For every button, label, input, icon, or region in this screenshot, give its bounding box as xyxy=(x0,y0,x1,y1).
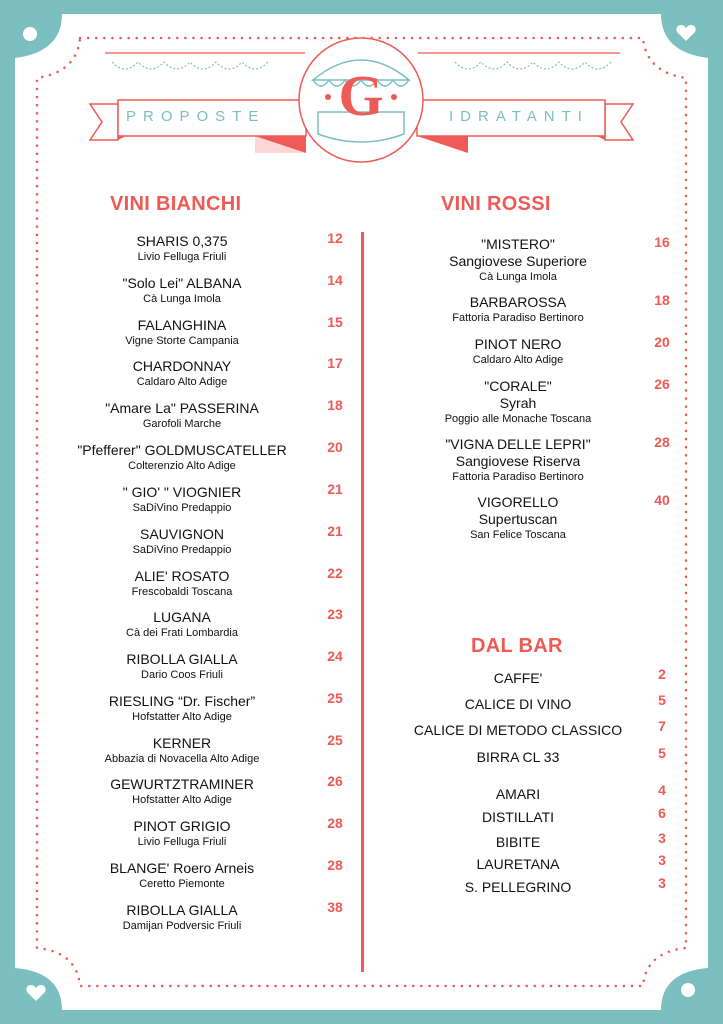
wine-name: "VIGNA DELLE LEPRI" xyxy=(445,436,591,452)
wine-price: 14 xyxy=(327,272,343,288)
white-wine-item xyxy=(60,818,304,849)
wine-origin: San Felice Toscana xyxy=(470,529,566,541)
wine-origin: Cà Lunga Imola xyxy=(143,293,221,305)
wine-name: SAUVIGNON xyxy=(139,526,224,542)
wine-origin: Poggio alle Monache Toscana xyxy=(444,413,592,425)
wine-price: 21 xyxy=(327,523,343,539)
bar-item-name: BIRRA CL 33 xyxy=(476,749,560,765)
white-wines-title: VINI BIANCHI xyxy=(110,193,242,215)
wine-name: ALIE' ROSATO xyxy=(134,568,230,584)
logo-letter: G xyxy=(338,63,384,128)
red-wine-item xyxy=(396,378,640,426)
wine-price: 17 xyxy=(327,355,343,371)
bar-item-price: 6 xyxy=(658,805,666,821)
wine-origin: SaDiVino Predappio xyxy=(132,544,232,556)
white-wine-item xyxy=(60,484,304,515)
wine-origin: Cà Lunga Imola xyxy=(479,271,557,283)
white-wine-item xyxy=(60,233,304,264)
wine-name: LUGANA xyxy=(153,609,211,625)
wine-origin: Caldaro Alto Adige xyxy=(136,376,228,388)
wine-origin: Fattoria Paradiso Bertinoro xyxy=(452,471,584,483)
white-wine-item xyxy=(60,609,304,640)
white-wine-item xyxy=(60,568,304,599)
wine-origin: Damijan Podversic Friuli xyxy=(122,920,242,932)
white-wine-item xyxy=(60,651,304,682)
bar-item-price: 5 xyxy=(658,745,666,761)
wine-name: "Amare La" PASSERINA xyxy=(105,400,259,416)
bar-item-price: 3 xyxy=(658,830,666,846)
wine-origin: Frescobaldi Toscana xyxy=(131,586,233,598)
wine-name: BARBAROSSA xyxy=(469,294,567,310)
banner-right-label: IDRATANTI xyxy=(449,108,589,125)
wine-origin: Hofstatter Alto Adige xyxy=(132,711,232,723)
wine-price: 25 xyxy=(327,732,343,748)
red-wines-title: VINI ROSSI xyxy=(441,193,551,215)
bar-item-name: S. PELLEGRINO xyxy=(464,879,572,895)
white-wine-item xyxy=(60,442,304,473)
wine-name: FALANGHINA xyxy=(137,317,227,333)
white-wine-item xyxy=(60,735,304,766)
column-divider xyxy=(361,232,364,972)
wine-price: 24 xyxy=(327,648,343,664)
red-wine-item xyxy=(396,236,640,284)
bar-item-price: 4 xyxy=(658,782,666,798)
bar-item-price: 5 xyxy=(658,692,666,708)
wine-name: "Solo Lei" ALBANA xyxy=(122,275,242,291)
wine-origin: Livio Felluga Friuli xyxy=(137,836,227,848)
wine-grape: Sangiovese Superiore xyxy=(449,253,587,269)
banner-left-label: PROPOSTE xyxy=(126,108,266,125)
wine-price: 38 xyxy=(327,899,343,915)
wine-grape: Sangiovese Riserva xyxy=(455,453,581,469)
bar-item-name: AMARI xyxy=(495,786,541,802)
bar-item-name: CALICE DI VINO xyxy=(464,696,572,712)
wine-origin: Vigne Storte Campania xyxy=(125,335,239,347)
wine-price: 28 xyxy=(327,857,343,873)
bar-item-name: DISTILLATI xyxy=(481,809,555,825)
wine-origin: Colterenzio Alto Adige xyxy=(128,460,236,472)
white-wine-item xyxy=(60,317,304,348)
wine-name: " GIO' " VIOGNIER xyxy=(122,484,242,500)
white-wine-item xyxy=(60,400,304,431)
wine-grape: Syrah xyxy=(499,395,537,411)
wine-price: 15 xyxy=(327,314,343,330)
wine-name: RIBOLLA GIALLA xyxy=(126,651,238,667)
wine-name: CHARDONNAY xyxy=(132,358,232,374)
wine-origin: Garofoli Marche xyxy=(142,418,222,430)
wine-price: 26 xyxy=(327,773,343,789)
wine-name: PINOT GRIGIO xyxy=(133,818,231,834)
wine-name: VIGORELLO xyxy=(477,494,559,510)
white-wine-item xyxy=(60,776,304,807)
wine-name: PINOT NERO xyxy=(474,336,562,352)
red-wine-item xyxy=(396,494,640,542)
bar-item-price: 3 xyxy=(658,852,666,868)
wine-name: GEWURTZTRAMINER xyxy=(110,776,254,792)
wine-price: 23 xyxy=(327,606,343,622)
white-wine-item xyxy=(60,860,304,891)
white-wine-item xyxy=(60,358,304,389)
wine-name: RIESLING “Dr. Fischer” xyxy=(108,693,256,709)
wine-name: "CORALE" xyxy=(484,378,552,394)
bar-item-name: CAFFE' xyxy=(493,670,543,686)
white-wine-item xyxy=(60,526,304,557)
bar-item-name: BIBITE xyxy=(495,834,541,850)
wine-price: 20 xyxy=(654,334,670,350)
wine-price: 26 xyxy=(654,376,670,392)
wine-name: BLANGE' Roero Arneis xyxy=(109,860,255,876)
wine-price: 25 xyxy=(327,690,343,706)
wine-origin: Cà dei Frati Lombardia xyxy=(126,627,238,639)
wine-price: 18 xyxy=(654,292,670,308)
wine-price: 20 xyxy=(327,439,343,455)
wine-price: 28 xyxy=(654,434,670,450)
bar-title: DAL BAR xyxy=(471,635,563,657)
wine-name: "Pfefferer" GOLDMUSCATELLER xyxy=(77,442,287,458)
wine-origin: Abbazia di Novacella Alto Adige xyxy=(104,753,260,765)
wine-price: 40 xyxy=(654,492,670,508)
red-wine-item xyxy=(396,336,640,367)
bar-item-name: CALICE DI METODO CLASSICO xyxy=(413,722,623,738)
wine-price: 22 xyxy=(327,565,343,581)
wine-origin: Caldaro Alto Adige xyxy=(472,354,564,366)
wine-price: 12 xyxy=(327,230,343,246)
wine-origin: Livio Felluga Friuli xyxy=(137,251,227,263)
bar-item-price: 7 xyxy=(658,718,666,734)
wine-price: 16 xyxy=(654,234,670,250)
wine-name: KERNER xyxy=(152,735,212,751)
white-wine-item xyxy=(60,902,304,933)
wine-name: SHARIS 0,375 xyxy=(136,233,228,249)
wine-origin: Hofstatter Alto Adige xyxy=(132,794,232,806)
wine-price: 28 xyxy=(327,815,343,831)
red-wine-item xyxy=(396,294,640,325)
wine-name: RIBOLLA GIALLA xyxy=(126,902,238,918)
bar-item-name: LAURETANA xyxy=(476,856,560,872)
bar-item-price: 2 xyxy=(658,666,666,682)
wine-price: 18 xyxy=(327,397,343,413)
wine-origin: Fattoria Paradiso Bertinoro xyxy=(452,312,584,324)
white-wine-item xyxy=(60,693,304,724)
red-wine-item xyxy=(396,436,640,484)
wine-price: 21 xyxy=(327,481,343,497)
wine-origin: Dario Coos Friuli xyxy=(141,669,223,681)
bar-item-price: 3 xyxy=(658,875,666,891)
wine-grape: Supertuscan xyxy=(478,511,558,527)
wine-name: "MISTERO" xyxy=(481,236,555,252)
wine-origin: SaDiVino Predappio xyxy=(132,502,232,514)
white-wine-item xyxy=(60,275,304,306)
wine-origin: Ceretto Piemonte xyxy=(139,878,225,890)
